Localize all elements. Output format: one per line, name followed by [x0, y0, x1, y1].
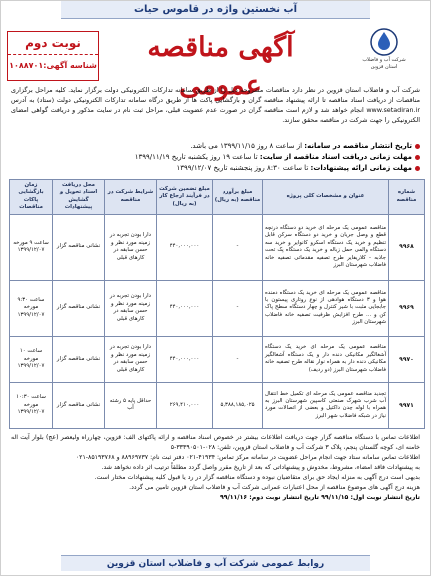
- footer-line: به پیشنهادات فاقد امضاء، مشروط، مخدوش و پیشنهاداتی که بعد از تاریخ مقرر واصل گردد مطلقاً ترتیب اثر داده نخواهد شد.: [101, 464, 420, 471]
- deadline-documents: مهلت زمانی دریافت اسناد مناقصه از سایت: تا ساعت ۱۹ روز یکشنبه تاریخ ۱۳۹۹/۱۱/۱۹: [11, 152, 420, 163]
- cell-number: ۹۹۷۰: [389, 336, 425, 382]
- bullet-icon: [415, 155, 420, 160]
- cell-number: ۹۹۷۱: [389, 382, 425, 428]
- cell-opening: ساعت ۱۰ مورخه ۱۳۹۹/۱۲/۰۷: [10, 336, 53, 382]
- cell-conditions: دارا بودن تجربه در زمینه مورد نظر و حسن سابقه در کارهای قبلی: [105, 336, 157, 382]
- page-title: آگهی مناقصه عمومی: [147, 32, 294, 101]
- cell-estimate: -: [213, 336, 263, 382]
- footer-line: هزینه درج آگهی های موضوع مناقصه از محل اعتبارات عمرانی شرکت آب و فاضلاب استان قزوین تامین می گردد.: [129, 484, 420, 491]
- cell-description: مناقصه عمومی یک مرحله ای خرید یک دستگاه دمنده هوا و ۳ دستگاه هوادهی از نوع روتاری پیستون با جابجایی مثبت با شیر کنترل و چهار دستگاه سطح پاک کن و ... طرح افزایش ظرفیت تصفیه خانه فاضلاب شهرستان البرز: [263, 280, 389, 336]
- bullet-icon: [415, 144, 420, 149]
- cell-description: مناقصه عمومی یک مرحله ای خرید یک دستگاه آشغالگیر مکانیکی دنده دار و یک دستگاه آشغالگیر مکانیکی دنده دار به همراه نوار نقاله طرح تصفیه خانه فاضلاب شهرستان البرز (دو ردیف): [263, 336, 389, 382]
- cell-estimate: -: [213, 280, 263, 336]
- table-header-row: [10, 180, 425, 215]
- header-opening: زمان بازگشایی پاکات مناقصات: [10, 180, 53, 215]
- cell-opening: ساعت ۹:۳۰ مورخه ۱۳۹۹/۱۲/۰۷: [10, 280, 53, 336]
- header-conditions: شرایط شرکت در مناقصه: [105, 180, 157, 215]
- deadline-proposals: مهلت زمانی ارائه پیشنهادات: تا ساعت ۸:۳۰ روز پنجشنبه تاریخ ۱۳۹۹/۱۲/۰۷: [11, 163, 420, 174]
- cell-description: مناقصه عمومی یک مرحله ای خرید دو دستگاه درنچه قطع و وصل جریان و خرید دو دستگاه سرکن قابل تنظیم و خرید یک دستگاه اسکرو کانوایر و خرید سه دستگاه والمی حمل زباله و خرید یک دستگاه پک تحت جاذبه‌ - کلاریفایر طرح تصفیه مقدماتی تصفیه خانه فاضلاب شهرستان البرز: [263, 214, 389, 280]
- water-drop-icon: [369, 27, 399, 57]
- table-row: [10, 336, 425, 382]
- company-logo: [356, 27, 412, 71]
- tender-table: [9, 179, 425, 429]
- header-number: شماره مناقصه: [389, 180, 425, 215]
- cell-place: نشانی مناقصه گزار: [53, 336, 105, 382]
- deadline-publish: تاریخ انتشار مناقصه در سامانه: از ساعت ۸ روز ۱۳۹۹/۱۱/۱۵ می باشد.: [11, 141, 420, 152]
- table-row: [10, 214, 425, 280]
- notice-id: شناسه آگهی:۱۰۸۸۷۰۱: [8, 54, 98, 77]
- cell-place: نشانی مناقصه گزار: [53, 214, 105, 280]
- header-description: عنوان و مشخصات کلی پروژه: [263, 180, 389, 215]
- round-label: نوبت دوم: [25, 36, 81, 50]
- table-row: [10, 382, 425, 428]
- bullet-icon: [415, 166, 420, 171]
- footer-line: اطلاعات تماس سامانه ستاد جهت انجام مراحل عضویت در سامانه مرکز تماس: ۴۱۹۳۴-۰۲۱ دفتر ثبت نام: ۸۸۹۶۹۷۳۷ و ۸۵۱۹۳۷۶۸-۰۲۱: [75, 454, 420, 461]
- cell-conditions: حداقل پایه ۵ رشته آب: [105, 382, 157, 428]
- notice-round-box: [7, 31, 99, 81]
- header-guarantee: مبلغ تضمین شرکت در فرآیند ارجاع کار (به ریال): [157, 180, 213, 215]
- header-estimate: مبلغ برآورد مناقصه (به ریال): [213, 180, 263, 215]
- cell-opening: ساعت ۱۰:۳۰ مورخه ۱۳۹۹/۱۲/۰۷: [10, 382, 53, 428]
- cell-place: نشانی مناقصه گزار: [53, 382, 105, 428]
- cell-estimate: ۵,۳۸۸,۱۸۵,۰۲۵: [213, 382, 263, 428]
- table-row: [10, 280, 425, 336]
- footer-line: اطلاعات تماس با دستگاه مناقصه گزار جهت دریافت اطلاعات بیشتر در خصوص اسناد مناقصه و ارائه پاکتهای الف: قزوین، چهارراه ولیعصر (عج) بلوار آیت اله خامنه ای، کوچه گلستان پنجم، پلاک ۳ شرکت آب و فاضلاب استان قزوین، تلفن: ۰۲۸-۳۳۳۹۰۵۰۱-۵: [11, 434, 420, 451]
- cell-guarantee: ۴۴۰,۰۰۰,۰۰۰: [157, 280, 213, 336]
- cell-number: ۹۹۶۹: [389, 280, 425, 336]
- top-banner: آب نخستین واژه در قاموس حیات: [61, 1, 370, 19]
- cell-guarantee: ۲۶۹,۴۱۰,۰۰۰: [157, 382, 213, 428]
- intro-paragraph: شرکت آب و فاضلاب استان قزوین در نظر دارد مناقصات مشروحه ذیل را از طریق سامانه تدارکات الکترونیکی دولت برگزار نماید. کلیه مراحل برگزاری مناقصات از دریافت اسناد مناقصه تا ارائه پیشنهاد مناقصه گران و بازگشایی پاکت ها از طریق درگاه سامانه تدارکات الکترونیکی دولت (ستاد) به آدرس www.setadiran.ir انجام خواهد شد و لازم است مناقصه گران در صورت عدم عضویت قبلی، مراحل ثبت نام در سایت مذکور و دریافت گواهی امضای الکترونیکی را جهت شرکت در مناقصه محقق سازند.: [11, 86, 420, 124]
- cell-number: ۹۹۶۸: [389, 214, 425, 280]
- logo-text: شرکت آب و فاضلاب استان قزوین: [362, 57, 406, 70]
- cell-place: نشانی مناقصه گزار: [53, 280, 105, 336]
- cell-conditions: دارا بودن تجربه در زمینه مورد نظر و حسن سابقه در کارهای قبلی: [105, 214, 157, 280]
- cell-guarantee: ۴۴۰,۰۰۰,۰۰۰: [157, 214, 213, 280]
- publication-dates: تاریخ انتشار نوبت اول: ۹۹/۱۱/۱۵ تاریخ انتشار نوبت دوم: ۹۹/۱۱/۱۶: [219, 494, 420, 501]
- deadline-list: [11, 141, 420, 174]
- cell-description: تجدید مناقصه عمومی یک مرحله ای تکمیل خط انتقال آب شرب شهرک صنعتی کاسپین شهرستان البرز به همراه با لوله چدن داکتیل و بعضی از اتصالات مورد نیاز در شبکه فاضلاب شهر البرز: [263, 382, 389, 428]
- footer-paragraph: [11, 433, 420, 503]
- cell-conditions: دارا بودن تجربه در زمینه مورد نظر و حسن سابقه در کارهای قبلی: [105, 280, 157, 336]
- footer-line: بدیهی است درج آگهی به منزله ایجاد حق برای متقاضیان نبوده و دستگاه مناقصه گزار در رد یا قبول کلیه پیشنهادات مختار است.: [94, 474, 420, 481]
- cell-guarantee: ۴۴۰,۰۰۰,۰۰۰: [157, 336, 213, 382]
- header-place: محل دریافت اسناد تحویل و گشایش پیشنهادات: [53, 180, 105, 215]
- bottom-banner: روابط عمومی شرکت آب و فاضلاب استان قزوین: [61, 555, 370, 571]
- cell-estimate: -: [213, 214, 263, 280]
- cell-opening: ساعت ۹ مورخه ۱۳۹۹/۱۲/۰۷: [10, 214, 53, 280]
